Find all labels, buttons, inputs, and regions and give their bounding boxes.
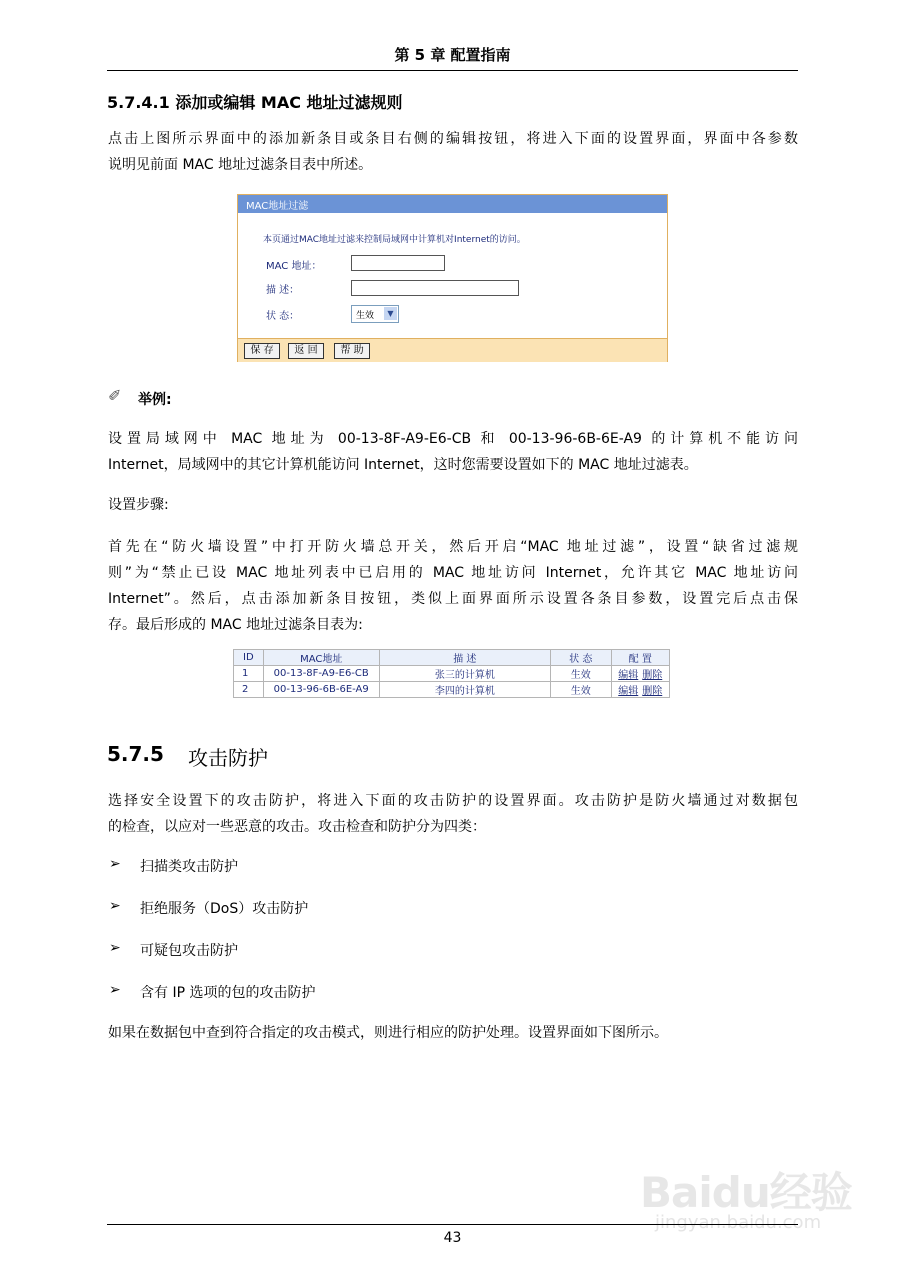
row-mac: 00-13-96-6B-6E-A9 <box>263 682 379 698</box>
steps-label: 设置步骤: <box>108 497 169 513</box>
row-config <box>611 666 670 682</box>
example-label: 举例: <box>138 392 172 408</box>
row-id: 1 <box>234 666 264 682</box>
bullet-arrow-icon: ➢ <box>109 898 121 914</box>
list-item: 扫描类攻击防护 <box>140 859 238 875</box>
col-header-status: 状 态 <box>550 650 611 666</box>
row-status: 生效 <box>550 666 611 682</box>
example-line-2: Internet，局域网中的其它计算机能访问 Internet，这时您需要设置如下的 MAC 地址过滤表。 <box>108 457 698 473</box>
section-number-575: 5.7.5 <box>107 742 164 766</box>
mac-filter-table <box>233 649 670 698</box>
bullet-arrow-icon: ➢ <box>109 856 121 872</box>
baidu-watermark-logo: Baidu经验 <box>640 1168 852 1217</box>
section-5741-intro <box>108 126 798 178</box>
list-item: 拒绝服务（DoS）攻击防护 <box>140 901 309 917</box>
example-text <box>108 426 798 478</box>
col-header-desc: 描 述 <box>379 650 550 666</box>
form-button-bar <box>238 338 667 362</box>
list-item: 可疑包攻击防护 <box>140 943 238 959</box>
delete-link[interactable]: 删除 <box>642 670 663 681</box>
steps-text <box>108 534 798 638</box>
form-titlebar <box>238 195 667 213</box>
section-title-575: 攻击防护 <box>188 746 268 770</box>
row-desc: 张三的计算机 <box>379 666 550 682</box>
section-575-intro <box>108 788 798 840</box>
mac-address-label: MAC 地址： <box>266 261 322 272</box>
row-status: 生效 <box>550 682 611 698</box>
status-select[interactable] <box>351 305 399 323</box>
table-header-row <box>234 650 670 666</box>
chapter-header: 第 5 章 配置指南 <box>394 46 511 64</box>
row-desc: 李四的计算机 <box>379 682 550 698</box>
description-input[interactable] <box>351 280 519 296</box>
steps-line-4: 存。最后形成的 MAC 地址过滤条目表为: <box>108 617 363 633</box>
back-button[interactable]: 返 回 <box>288 343 324 359</box>
table-row <box>234 666 670 682</box>
edit-link[interactable]: 编辑 <box>618 670 639 681</box>
section-heading-5741: 5.7.4.1 添加或编辑 MAC 地址过滤规则 <box>107 93 403 112</box>
section-575-line-2: 的检查，以应对一些恶意的攻击。攻击检查和防护分为四类： <box>108 819 486 835</box>
form-description: 本页通过MAC地址过滤来控制局域网中计算机对Internet的访问。 <box>263 235 526 245</box>
chevron-down-icon: ▼ <box>384 307 397 320</box>
table-row <box>234 682 670 698</box>
help-button[interactable]: 帮 助 <box>334 343 370 359</box>
mac-address-input[interactable] <box>351 255 445 271</box>
page-number: 43 <box>443 1230 462 1246</box>
steps-line-1: 首先在“防火墙设置”中打开防火墙总开关，然后开启“MAC 地址过滤”，设置“缺省过滤规 <box>108 539 798 555</box>
pen-quill-icon: ✐ <box>108 386 122 405</box>
row-id: 2 <box>234 682 264 698</box>
intro-line-1: 点击上图所示界面中的添加新条目或条目右侧的编辑按钮，将进入下面的设置界面，界面中各参数 <box>108 131 798 147</box>
col-header-mac: MAC地址 <box>263 650 379 666</box>
section-575-line-1: 选择安全设置下的攻击防护，将进入下面的攻击防护的设置界面。攻击防护是防火墙通过对数据包 <box>108 793 798 809</box>
example-line-1: 设置局域网中 MAC 地址为 00-13-8F-A9-E6-CB 和 00-13-96-6B-6E-A9 的计算机不能访问 <box>108 431 798 447</box>
status-select-value: 生效 <box>356 311 375 321</box>
status-label: 状 态： <box>266 311 300 322</box>
list-item: 含有 IP 选项的包的攻击防护 <box>140 985 316 1001</box>
form-title: MAC地址过滤 <box>246 201 309 212</box>
col-header-id: ID <box>234 650 264 666</box>
header-divider <box>107 70 798 71</box>
intro-line-2: 说明见前面 MAC 地址过滤条目表中所述。 <box>108 157 373 173</box>
edit-link[interactable]: 编辑 <box>618 686 639 697</box>
bullet-arrow-icon: ➢ <box>109 982 121 998</box>
save-button[interactable]: 保 存 <box>244 343 280 359</box>
description-label: 描 述： <box>266 285 300 296</box>
bullet-arrow-icon: ➢ <box>109 940 121 956</box>
row-mac: 00-13-8F-A9-E6-CB <box>263 666 379 682</box>
mac-filter-form <box>237 194 668 362</box>
delete-link[interactable]: 删除 <box>642 686 663 697</box>
footer-divider <box>107 1224 798 1225</box>
baidu-watermark-url: jingyan.baidu.com <box>655 1212 822 1233</box>
steps-line-2: 则”为“禁止已设 MAC 地址列表中已启用的 MAC 地址访问 Internet，允许其它 MAC 地址访问 <box>108 565 798 581</box>
steps-line-3: Internet”。然后，点击添加新条目按钮，类似上面界面所示设置各条目参数，设置完后点击保 <box>108 591 798 607</box>
row-config <box>611 682 670 698</box>
section-575-closing: 如果在数据包中查到符合指定的攻击模式，则进行相应的防护处理。设置界面如下图所示。 <box>108 1025 668 1041</box>
col-header-config: 配 置 <box>611 650 670 666</box>
